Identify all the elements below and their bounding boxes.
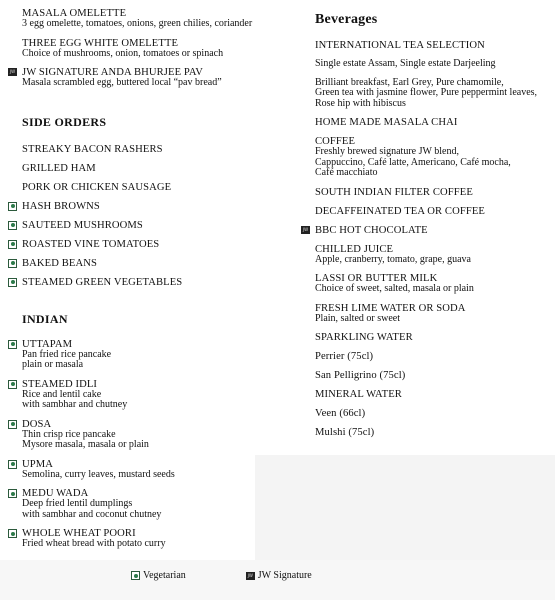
menu-item <box>315 40 550 51</box>
menu-item-description: Plain, salted or sweet <box>315 312 400 324</box>
menu-item-title: DOSA <box>22 418 52 430</box>
menu-item-title: BAKED BEANS <box>22 257 97 269</box>
menu-item <box>22 339 297 371</box>
menu-item <box>22 201 297 212</box>
menu-item <box>22 182 297 193</box>
menu-item-title: INTERNATIONAL TEA SELECTION <box>315 40 485 51</box>
menu-item-description: Masala scrambled egg, buttered local “pav bread” <box>22 77 222 88</box>
menu-item <box>22 144 297 155</box>
legend <box>131 570 372 581</box>
menu-item <box>315 59 550 70</box>
menu-item-title: SPARKLING WATER <box>315 332 413 343</box>
menu-item <box>22 419 297 451</box>
menu-item-title: MEDU WADA <box>22 488 89 499</box>
side-orders-list <box>22 144 297 288</box>
menu-item <box>315 206 550 217</box>
menu-item-title: BBC HOT CHOCOLATE <box>315 224 428 236</box>
vegetarian-icon <box>8 278 17 287</box>
menu-item <box>315 351 550 362</box>
menu-item-description: Pan fried rice pancake <box>22 348 112 360</box>
menu-item-title: STEAMED GREEN VEGETABLES <box>22 276 183 288</box>
menu-item-description: plain or masala <box>22 359 84 370</box>
top-items <box>9 8 297 89</box>
menu-item <box>315 117 550 128</box>
jw-signature-icon: JW <box>302 226 309 232</box>
menu-item-title: WHOLE WHEAT POORI <box>22 528 136 539</box>
menu-item <box>9 67 297 89</box>
menu-item <box>315 332 550 343</box>
menu-item <box>22 220 297 231</box>
menu-item-description: with sambhar and coconut chutney <box>22 508 162 520</box>
menu-item <box>22 488 297 520</box>
menu-item <box>315 78 550 110</box>
menu-item-title: Veen (66cl) <box>315 408 366 419</box>
vegetarian-icon <box>8 259 17 268</box>
vegetarian-icon <box>8 221 17 230</box>
menu-item-description: with sambhar and chutney <box>22 399 128 410</box>
beverages-heading: Beverages <box>315 12 378 27</box>
legend-vegetarian-label: Vegetarian <box>143 570 186 581</box>
menu-item-title: UTTAPAM <box>22 338 73 350</box>
menu-item-title: ROASTED VINE TOMATOES <box>22 238 160 250</box>
menu-item-description: Thin crisp rice pancake <box>22 428 116 440</box>
menu-item-description: Deep fried lentil dumplings <box>22 498 133 509</box>
menu-item-title: HASH BROWNS <box>22 200 100 212</box>
menu-item-title: PORK OR CHICKEN SAUSAGE <box>22 181 172 193</box>
menu-item-description: Choice of sweet, salted, masala or plain <box>315 283 474 294</box>
menu-item-title: Perrier (75cl) <box>315 351 374 362</box>
menu-item-title: San Pelligrino (75cl) <box>315 370 406 381</box>
menu-item-description: Fried wheat bread with potato curry <box>22 538 166 549</box>
beverages-list <box>302 40 550 438</box>
menu-item-description: Rose hip with hibiscus <box>315 97 406 109</box>
menu-item <box>315 244 550 266</box>
menu-item <box>302 224 550 236</box>
menu-item-description: Apple, cranberry, tomato, grape, guava <box>315 253 471 265</box>
menu-item-description: Freshly brewed signature JW blend, <box>315 146 459 157</box>
menu-item-title: SOUTH INDIAN FILTER COFFEE <box>315 186 473 198</box>
menu-item-description: Green tea with jasmine flower, Pure peppermint leaves, <box>315 87 538 98</box>
menu-item <box>22 8 297 30</box>
menu-item <box>22 528 297 550</box>
menu-item-title: STEAMED IDLI <box>22 378 98 390</box>
legend-jw-signature-label: JW Signature <box>257 570 312 581</box>
menu-item <box>22 277 297 288</box>
menu-item-title: DECAFFEINATED TEA OR COFFEE <box>315 205 485 217</box>
menu-item-description: Cappuccino, Café latte, Americano, Café mocha, <box>315 156 511 168</box>
vegetarian-icon <box>8 202 17 211</box>
legend-jw-signature <box>246 570 312 581</box>
menu-item-description: Choice of mushrooms, onion, tomatoes or spinach <box>22 47 224 59</box>
menu-item <box>315 136 550 179</box>
legend-vegetarian <box>131 570 186 581</box>
indian-heading: INDIAN <box>22 311 68 326</box>
left-column <box>9 8 297 558</box>
jw-signature-icon: JW <box>247 572 253 578</box>
menu-item <box>315 389 550 400</box>
menu-item-title: HOME MADE MASALA CHAI <box>315 117 458 128</box>
vegetarian-icon <box>8 340 17 349</box>
menu-item-description: Rice and lentil cake <box>22 388 102 400</box>
indian-list <box>22 339 297 550</box>
menu-item-title: LASSI OR BUTTER MILK <box>315 273 438 284</box>
menu-item <box>22 258 297 269</box>
vegetarian-icon <box>8 460 17 469</box>
vegetarian-icon <box>8 489 17 498</box>
vegetarian-icon <box>131 571 140 580</box>
menu-item <box>315 303 550 325</box>
menu-item-title: GRILLED HAM <box>22 162 96 174</box>
menu-item <box>315 370 550 381</box>
menu-item-title: MINERAL WATER <box>315 389 402 400</box>
menu-item <box>22 379 297 411</box>
menu-item-title: CHILLED JUICE <box>315 243 394 255</box>
menu-item-description: Mysore masala, masala or plain <box>22 439 149 450</box>
vegetarian-icon <box>8 380 17 389</box>
menu-item-title: UPMA <box>22 458 54 470</box>
menu-item-description: Brilliant breakfast, Earl Grey, Pure chamomile, <box>315 76 504 88</box>
side-orders-heading: SIDE ORDERS <box>22 114 107 129</box>
vegetarian-icon <box>8 240 17 249</box>
menu-item-title: MASALA OMELETTE <box>22 8 127 19</box>
vegetarian-icon <box>8 529 17 538</box>
menu-item <box>315 427 550 438</box>
menu-item-title: FRESH LIME WATER OR SODA <box>315 302 466 314</box>
menu-item-title: Mulshi (75cl) <box>315 427 375 438</box>
menu-item-description: Café macchiato <box>315 167 378 178</box>
menu-item-title: THREE EGG WHITE OMELETTE <box>22 37 179 49</box>
menu-item-title: SAUTEED MUSHROOMS <box>22 219 143 231</box>
menu-item-description: Semolina, curry leaves, mustard seeds <box>22 468 175 480</box>
menu-item <box>22 459 297 481</box>
beverages-column <box>302 12 550 446</box>
menu-item <box>22 38 297 60</box>
scan-shade <box>255 455 555 565</box>
menu-item <box>22 163 297 174</box>
menu-item <box>315 187 550 198</box>
menu-item-description: Single estate Assam, Single estate Darjeeling <box>315 58 496 69</box>
menu-item <box>315 273 550 295</box>
menu-item <box>22 239 297 250</box>
menu-item-title: COFFEE <box>315 136 356 147</box>
menu-item <box>315 408 550 419</box>
vegetarian-icon <box>8 420 17 429</box>
menu-item-title: JW SIGNATURE ANDA BHURJEE PAV <box>22 67 204 78</box>
jw-signature-icon: JW <box>9 69 16 74</box>
menu-item-title: STREAKY BACON RASHERS <box>22 143 163 155</box>
menu-item-description: 3 egg omelette, tomatoes, onions, green chilies, coriander <box>22 18 253 29</box>
